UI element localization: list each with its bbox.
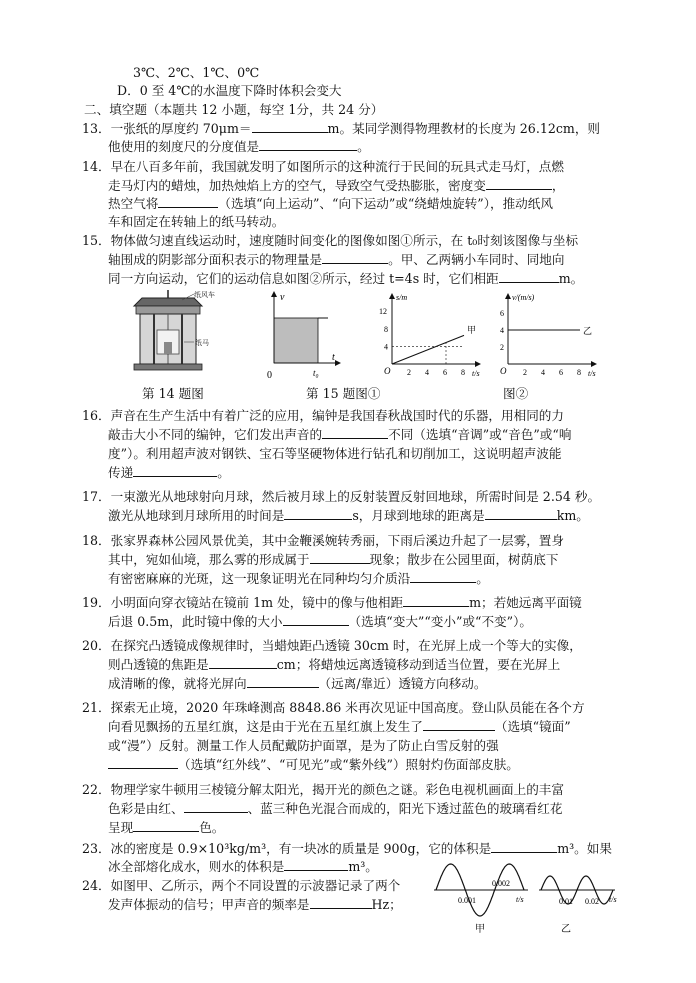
axis-v: v [280,292,285,303]
q21-line2: 向看见飘扬的五星红旗，这是由于光在五星红旗上发生了 （选填“镜面” [108,719,571,734]
answer-blank[interactable] [247,675,319,688]
series-label-yi: 乙 [583,326,593,336]
q22-line1: 22．物理学家牛顿用三棱镜分解太阳光，揭开光的颜色之谜。彩色电视机画面上的丰富 [82,782,564,797]
y-axis-label: v/(m/s) [512,293,535,302]
q15-line3: 同一方向运动，它们的运动信息如图②所示，经过 t=4s 时，它们相距 m。 [108,271,584,286]
answer-blank[interactable] [133,464,217,477]
q16-line1: 16．声音在生产生活中有着广泛的应用，编钟是我国春秋战国时代的乐器，用相同的力 [82,408,564,423]
fig14-caption: 第 14 题图 [142,386,204,401]
q19-line2: 后退 0.5m，此时镜中像的大小 （选填“变大”“变小”或“不变”）。 [108,614,532,629]
q14-line4: 车和固定在转轴上的纸马转动。 [108,214,285,229]
y-tick-label: 2 [500,343,504,352]
answer-blank[interactable] [108,756,178,769]
x-tick-label: 8 [577,368,581,377]
axis-label-b: t/s [609,895,617,904]
q22-line2: 色彩是由红、 、蓝三种色光混合而成的，阳光下透过蓝色的玻璃看红花 [108,801,563,816]
oscilloscope-b [535,850,625,940]
q20-line3: 成清晰的像，就将光屏向 （远离/靠近）透镜方向移动。 [108,676,487,691]
q13-line1: 13．一张纸的厚度约 70μm＝ m。某同学测得物理教材的长度为 26.12cm，则 [82,121,601,136]
x-tick-label: 2 [407,368,411,377]
origin-label: O [500,366,507,376]
q17-line2: 激光从地球到月球所用的时间是 s，月球到地球的距离是 km。 [108,508,589,523]
q15-line2: 轴围成的阴影部分面积表示的物理量是 。甲、乙两辆小车同时、同地向 [108,252,565,267]
q16-line3: 度”）。利用超声波对钢铁、宝石等坚硬物体进行钻孔和切削加工，这说明超声波能 [108,446,562,461]
answer-blank[interactable] [259,138,357,151]
fig15-caption: 第 15 题图① [306,386,381,401]
option-c-line: 3℃、2℃、1℃、0℃ [133,65,260,80]
label-paper-windmill: 纸风车 [194,291,215,299]
answer-blank[interactable] [310,551,370,564]
q16-line2: 敲击大小不同的编钟，它们发出声音的 不同（选填“音调”或“音色”或“响 [108,427,572,442]
y-axis-label: s/m [396,293,408,302]
series-jia-line [392,335,464,364]
x-tick-label: 6 [443,368,447,377]
y-tick-label: 12 [379,307,387,317]
origin-label: O [384,366,391,376]
fig2-caption: 图② [503,386,529,401]
fig15-vt-shaded [262,288,344,384]
q20-line1: 20．在探究凸透镜成像规律时，当蜡烛距凸透镜 30cm 时，在光屏上成一个等大的实像， [82,638,582,653]
answer-blank[interactable] [410,570,476,583]
q20-line2: 则凸透镜的焦距是 cm；将蜡烛远离透镜移动到适当位置，要在光屏上 [108,657,561,672]
series-label-jia: 甲 [467,325,477,336]
x-axis-label: t/s [588,369,596,378]
q19-line1: 19．小明面向穿衣镜站在镜前 1m 处，镜中的像与他相距 m；若她远离平面镜 [82,595,582,610]
lantern-figure [124,290,216,374]
y-tick-label: 4 [384,342,388,352]
answer-blank[interactable] [209,656,277,669]
x-tick-label: 8 [461,368,465,377]
q17-line1: 17．一束激光从地球射向月球，然后被月球上的反射装置反射回地球，所需时间是 2.54 秒。 [82,489,601,504]
q16-line4: 传递 。 [108,465,230,480]
vt-chart [488,288,604,384]
answer-blank[interactable] [158,195,218,208]
q18-line3: 有密密麻麻的光斑，这一现象证明光在同种均匀介质沿 。 [108,571,489,586]
st-chart [370,288,488,384]
answer-blank[interactable] [322,426,388,439]
caption-b: 乙 [561,924,571,935]
answer-blank[interactable] [283,613,349,626]
caption-a: 甲 [475,924,485,935]
answer-blank[interactable] [486,177,552,190]
answer-blank[interactable] [423,718,495,731]
q21-line4: （选填“红外线”、“可见光”或“紫外线”）照射灼伤面部皮肤。 [108,756,519,774]
q21-line3: 或“漫”）反射。测量工作人员配戴防护面罩，是为了防止白雪反射的强 [108,738,499,753]
label-paper-horse: 纸马 [195,339,209,347]
q15-line1: 15．物体做匀速直线运动时，速度随时间变化的图像如图①所示，在 t₀时刻该图像与坐标 [82,233,579,248]
y-tick-label: 4 [500,326,504,335]
q23-line1: 23．冰的密度是 0.9×10³kg/m³，有一块冰的质量是 900g，它的体积是 m³。如果 [82,841,612,856]
q14-line3: 热空气将 （选填“向上运动”、“向下运动”或“绕蜡烛旋转”），推动纸风 [108,196,553,211]
q13-line2: 他使用的刻度尺的分度值是 。 [108,139,370,154]
q24-line1: 24．如图甲、乙所示，两个不同设置的示波器记录了两个 [82,878,401,893]
tick-t0: t₀ [313,368,319,378]
x-tick-label: 2 [523,368,527,377]
q14-line2: 走马灯内的蜡烛，加热烛焰上方的空气，导致空气受热膨胀，密度变 ， [108,178,565,193]
y-tick-label: 6 [500,309,504,318]
option-d-line: D．0 至 4℃的水温度下降时体积会变大 [117,83,342,98]
x-tick-label: 6 [559,368,563,377]
tick-b1: 0.01 [559,897,573,906]
answer-blank[interactable] [310,896,372,909]
tick-a1: 0.001 [458,896,476,905]
answer-blank[interactable] [284,858,348,871]
q21-line1: 21．探索无止境，2020 年珠峰测高 8848.86 米再次见证中国高度。登山队员能在各个方 [82,700,585,715]
y-tick-label: 8 [384,324,388,334]
axis-t: t [332,352,335,363]
q14-line1: 14．早在八百多年前，我国就发明了如图所示的这种流行于民间的玩具式走马灯，点燃 [82,159,564,174]
oscilloscope-a [430,850,535,940]
q18-line2: 其中，宛如仙境，那么雾的形成属于 现象；散步在公园里面，树荫底下 [108,552,559,567]
tick-b2: 0.02 [585,897,599,906]
x-axis-label: t/s [472,369,480,378]
answer-blank[interactable] [499,270,559,283]
q23-line2: 冰全部熔化成水，则水的体积是 m³。 [108,859,378,874]
answer-blank[interactable] [184,800,248,813]
x-tick-label: 4 [541,368,545,377]
section-heading: 二、填空题（本题共 12 小题，每空 1分，共 24 分） [84,102,384,117]
answer-blank[interactable] [403,594,469,607]
origin-label: 0 [267,370,272,381]
axis-label-a: t/s [516,895,524,904]
answer-blank[interactable] [485,507,557,520]
answer-blank[interactable] [284,507,352,520]
answer-blank[interactable] [322,251,388,264]
q18-line1: 18．张家界森林公园风景优美，其中金鞭溪婉转秀丽，下雨后溪边升起了一层雾，置身 [82,533,564,548]
x-tick-label: 4 [425,368,429,377]
answer-blank[interactable] [133,819,199,832]
tick-a2: 0.002 [492,879,510,888]
q22-line3: 呈现 色。 [108,820,225,835]
q24-line2: 发声体振动的信号；甲声音的频率是 Hz； [108,897,402,912]
answer-blank[interactable] [252,120,328,133]
